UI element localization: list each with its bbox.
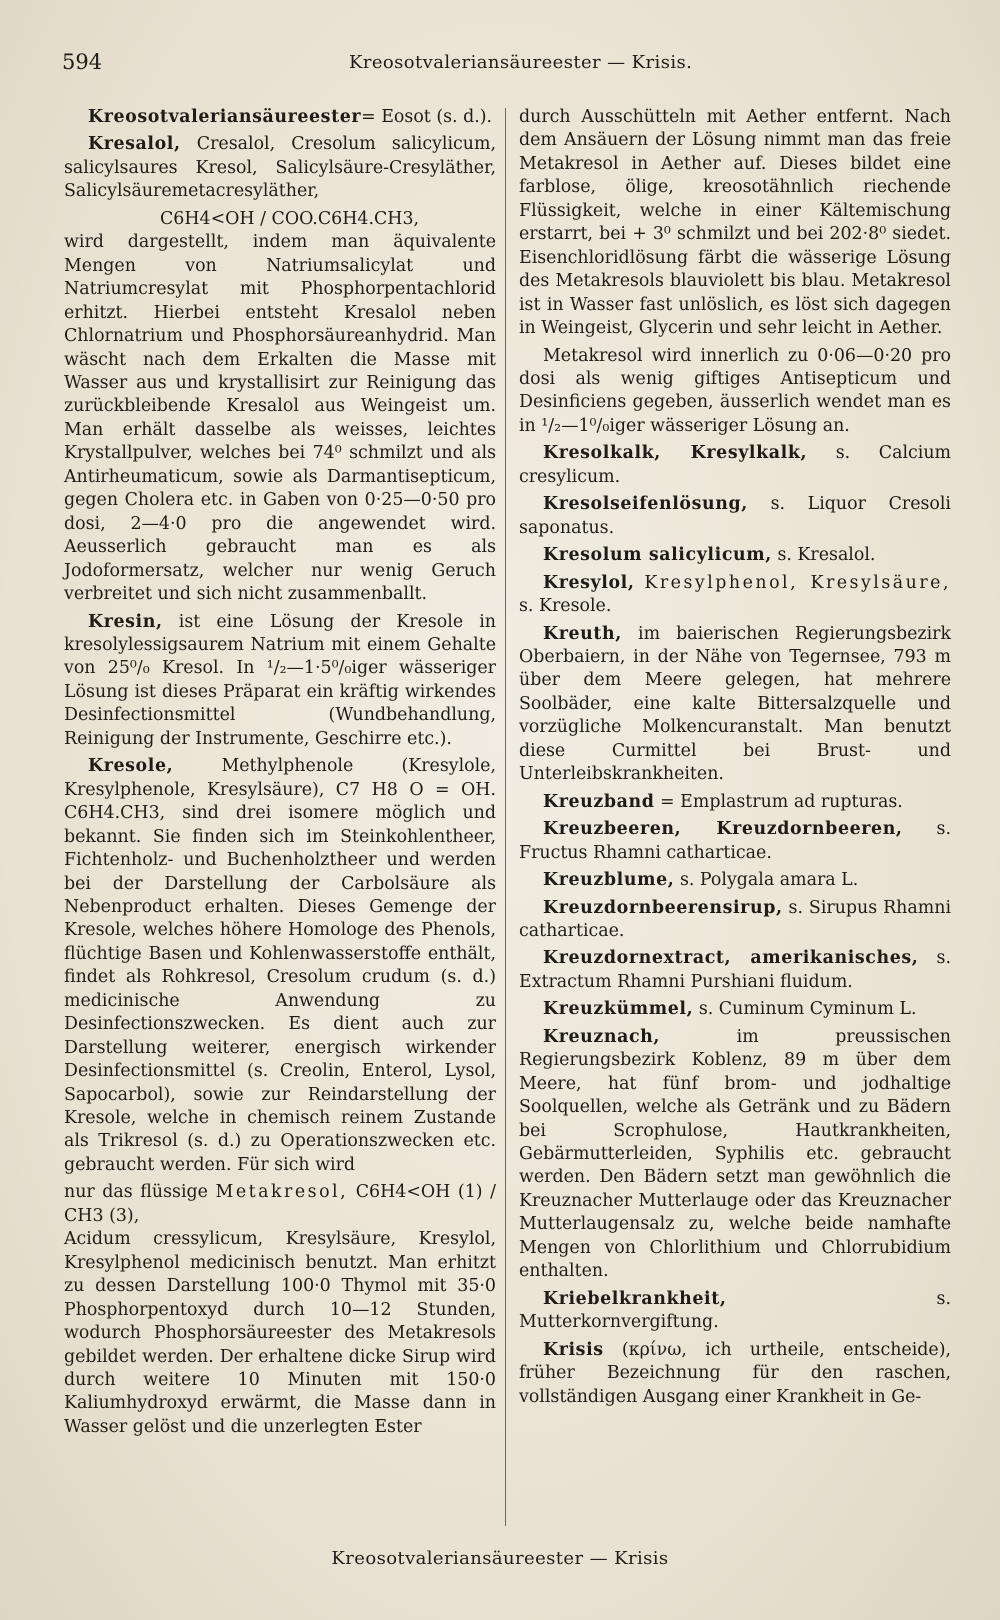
entry-text: s. Liquor Cresoli saponatus. <box>519 494 951 538</box>
entry-text: Methylphenole (Kresylole, Kresylphenole, Kresylsäure), C7 H8 O = OH. C6H4.CH3, sind drei isomere möglich und bekannt. Sie finden sich im Steinkohlentheer, Fichtenholz- und Buchenholztheer und werden bei der Darstellung der Carbolsäure als Nebenproduct erhalten. Dieses Gemenge der Kresole, welches höhere Homologe des Phenols, flüchtige Basen und Kohlenwasserstoffe enthält, findet als Rohkresol, Cresolum crudum (s. d.) medicinische Anwendung zu Desinfectionszwecken. Es dient auch zur Darstellung weiterer, energisch wirkender Desinfectionsmittel (s. Creolin, Enterol, Lysol, Sapocarbol), sowie zur Reindarstellung der Kresole, welche in chemisch reinem Zustande als Trikresol (s. d.) zu Operationszwecken etc. gebraucht werden. Für sich wird <box>64 756 496 1175</box>
entry-kreuzband <box>519 791 951 814</box>
entry-text: ist eine Lösung der Kresole in kresolylessigsaurem Natrium mit einem Gehalte von 25⁰/₀ Kresol. In ¹/₂—1·5⁰/₀iger wässeriger Lösung ist dieses Präparat ein kräftig wirkendes Desinfectionsmittel (Wundbehandlung, Reinigung der Instrumente, Geschirre etc.). <box>64 611 496 749</box>
entry-text-continued: durch Ausschütteln mit Aether entfernt. Nach dem Ansäuern der Lösung nimmt man das freie Metakresol in Aether auf. Dieses bildet eine farblose, ölige, kreosotähnlich riechende Flüssigkeit, welche in einer Kältemischung erstarrt, bei + 3⁰ schmilzt und bei 202·8⁰ siedet. Eisenchloridlösung färbt die wässerige Lösung des Metakresols blauviolett bis blau. Metakresol ist in Wasser fast unlöslich, es löst sich dagegen in Weingeist, Glycerin und sehr leicht in Aether. <box>519 107 951 339</box>
headword: Kresin, <box>88 611 163 632</box>
entry-text-continued: Acidum cressylicum, Kresylsäure, Kresylol, Kresylphenol medicinisch benutzt. Man erhitzt zu dessen Darstellung 100·0 Thymol mit 35·0 Phosphorpentoxyd durch 10—12 Stunden, wodurch Phosphorsäureester des Metakresols gebildet werden. Der erhaltene dicke Sirup wird durch weitere 10 Minuten mit 150·0 Kaliumhydroxyd erwärmt, die Masse dann in Wasser gelöst und die unzerlegten Ester <box>64 1229 496 1437</box>
formula-prefix: nur das flüssige <box>64 1182 208 1203</box>
formula: C6H4<OH (1) / CH3 (3), <box>64 1182 496 1226</box>
headword: Kriebelkrankheit, <box>543 1288 727 1309</box>
entry-text: = Eosot (s. d.). <box>361 107 493 127</box>
headword: Kreuth, <box>543 623 622 644</box>
page-header <box>62 50 938 80</box>
entry-kresolum-salicylicum <box>519 544 951 567</box>
entry-text: s. Sirupus Rhamni catharticae. <box>519 897 952 941</box>
headword: Kresalol, <box>88 134 181 155</box>
headword: Kreuznach, <box>543 1026 661 1047</box>
entry-text: s. Kresalol. <box>777 545 876 566</box>
page-number: 594 <box>62 50 103 74</box>
page-footer: Kreosotvaleriansäureester — Krisis <box>331 1548 669 1569</box>
entry-kreuzdornextract <box>519 947 951 994</box>
right-column <box>519 106 951 1413</box>
entry-text: im preussischen Regierungsbezirk Koblenz, 89 m über dem Meere, hat fünf brom- und jodhaltige Soolquellen, welche als Getränk und zu Bädern bei Scrophulose, Hautkrankheiten, Gebärmutterleiden, Syphilis etc. gebraucht werden. Den Bädern setzt man gewöhnlich die Kreuznacher Mutterlauge oder das Kreuznacher Mutterlaugensalz zu, welche beide namhafte Mengen von Chlorlithium und Chlorrubidium enthalten. <box>519 1026 951 1282</box>
entry-kresole <box>64 755 496 1177</box>
entry-krisis <box>519 1339 951 1409</box>
entry-text-continued: Metakresol wird innerlich zu 0·06—0·20 pro dosi als wenig giftiges Antisepticum und Desinficiens gegeben, äusserlich wendet man es in ¹/₂—1⁰/₀iger wässeriger Lösung an. <box>519 345 951 436</box>
entry-kreuzdornbeerensirup <box>519 897 951 944</box>
headword: Kreuzkümmel, <box>543 999 694 1020</box>
entry-text: s. Polygala amara L. <box>679 870 859 891</box>
entry-kreuzblume <box>519 869 951 892</box>
entry-kresolkalk <box>519 442 951 489</box>
entry-text: s. Fructus Rhamni catharticae. <box>519 819 951 863</box>
entry-kreosotvaleriansaeureester <box>64 106 496 129</box>
entry-kresin <box>64 611 496 752</box>
entry-kresalol <box>64 133 496 203</box>
headword: Kreosotvaleriansäureester <box>88 107 362 127</box>
entry-text: s. Kresole. <box>519 596 612 617</box>
formula-metakresol <box>64 1181 496 1228</box>
headword: Kreuzblume, <box>543 870 675 891</box>
entry-kriebelkrankheit <box>519 1288 951 1335</box>
headword: Kreuzdornextract, amerikanisches, <box>543 948 919 969</box>
column-divider <box>505 108 506 1526</box>
headword: Kreuzband <box>543 791 655 812</box>
entry-kresolseifenloesung <box>519 493 951 540</box>
spaced-term: Metakresol, <box>215 1182 349 1203</box>
headword: Kresylol, <box>543 572 635 593</box>
headword: Kresolum salicylicum, <box>543 545 772 566</box>
entry-text-continued: wird dargestellt, indem man äquivalente Mengen von Natriumsalicylat und Natriumcresylat mit Phosphorpentachlorid erhitzt. Hierbei entsteht Kresalol neben Chlornatrium und Phosphorsäureanhydrid. Man wäscht nach dem Erkalten die Masse mit Wasser aus und krystallisirt zur Reinigung das zurückbleibende Kresalol aus Weingeist um. Man erhält dasselbe als weisses, leichtes Krystallpulver, welches bei 74⁰ schmilzt und als Antirheumaticum, sowie als Darmantisepticum, gegen Cholera etc. in Gaben von 0·25—0·50 pro dosi, 2—4·0 pro die angewendet wird. Aeusserlich gebraucht man es als Jodoformersatz, welcher nur wenig Geruch verbreitet und sich nicht zusammenballt. <box>64 232 496 605</box>
entry-text: s. Extractum Rhamni Purshiani fluidum. <box>519 948 951 992</box>
entry-kresylol <box>519 572 951 619</box>
headword: Kreuzbeeren, Kreuzdornbeeren, <box>543 819 903 840</box>
entry-kreuznach <box>519 1026 951 1284</box>
entry-text: Cresalol, Cresolum salicylicum, salicylsaures Kresol, Salicylsäure-Cresyläther, Salicylsäuremetacresyläther, <box>64 134 496 202</box>
headword: Kresolkalk, Kresylkalk, <box>543 443 808 464</box>
entry-kreuzkuemmel <box>519 998 951 1021</box>
entry-text: (κρίνω, ich urtheile, entscheide), früher Bezeichnung für den raschen, vollständigen Ausgang einer Krankheit in Ge- <box>519 1339 952 1407</box>
left-column <box>64 106 496 1443</box>
entry-text: s. Mutterkornvergiftung. <box>519 1288 951 1333</box>
headword: Kresole, <box>88 756 174 777</box>
headword: Kresolseifenlösung, <box>543 494 748 515</box>
entry-kreuth <box>519 623 951 787</box>
entry-text: s. Cuminum Cyminum L. <box>698 999 917 1020</box>
entry-kreuzbeeren <box>519 818 951 865</box>
headword: Krisis <box>543 1339 604 1360</box>
running-head: Kreosotvaleriansäureester — Krisis. <box>349 52 693 73</box>
entry-text: = Emplastrum ad rupturas. <box>660 791 903 812</box>
headword: Kreuzdornbeerensirup, <box>543 897 783 918</box>
entry-text: s. Calcium cresylicum. <box>519 443 952 487</box>
entry-text: im baierischen Regierungsbezirk Oberbaiern, in der Nähe von Tegernsee, 793 m über dem Meere gelegen, hat mehrere Soolbäder, eine kalte Bittersalzquelle und vorzügliche Molkencuranstalt. Man benutzt diese Curmittel bei Brust- und Unterleibskrankheiten. <box>519 623 952 785</box>
spaced-term: Kresylphenol, Kresylsäure, <box>644 572 951 593</box>
formula-kresalol: C6H4<OH / COO.C6H4.CH3, <box>160 208 420 229</box>
